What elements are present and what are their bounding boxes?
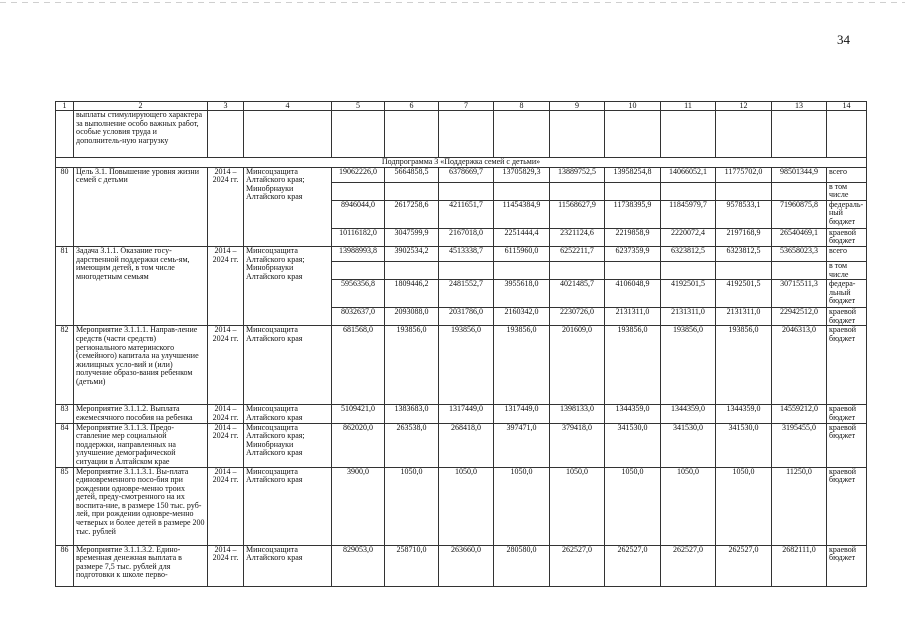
value-cell — [772, 182, 827, 200]
column-number-4: 4 — [244, 102, 332, 111]
subprogram-row — [56, 158, 867, 168]
value-cell: 268418,0 — [439, 423, 494, 467]
row-executor: Минсоцзащита Алтайского края — [244, 326, 332, 405]
row-number: 80 — [56, 167, 74, 246]
row-name: Цель 3.1. Повышение уровня жизни семей с детьми — [74, 167, 208, 246]
value-cell: 1383683,0 — [385, 405, 439, 423]
value-cell: 11775702,0 — [716, 167, 772, 182]
value-cell: 193856,0 — [661, 326, 716, 405]
table-row — [56, 246, 867, 261]
program-table — [55, 101, 867, 587]
value-cell: 1317449,0 — [494, 405, 550, 423]
value-cell — [550, 261, 605, 279]
funding-source: всего — [827, 167, 867, 182]
row-executor: Минсоцзащита Алтайского края; Минобрнауки Алтайского края — [244, 167, 332, 246]
value-cell: 341530,0 — [661, 423, 716, 467]
value-cell: 1344359,0 — [716, 405, 772, 423]
value-cell: 193856,0 — [605, 326, 661, 405]
value-cell: 2321124,6 — [550, 228, 605, 246]
row-period: 2014 – 2024 гг. — [208, 467, 244, 545]
table-cell — [494, 111, 550, 158]
value-cell — [661, 261, 716, 279]
value-cell: 862020,0 — [332, 423, 385, 467]
row-period: 2014 – 2024 гг. — [208, 545, 244, 586]
row-executor: Минсоцзащита Алтайского края; Минобрнауки Алтайского края — [244, 423, 332, 467]
value-cell — [772, 261, 827, 279]
row-number: 85 — [56, 467, 74, 545]
value-cell: 1050,0 — [661, 467, 716, 545]
row-number: 83 — [56, 405, 74, 423]
value-cell: 1809446,2 — [385, 280, 439, 308]
table-row — [56, 326, 867, 405]
value-cell: 263660,0 — [439, 545, 494, 586]
value-cell: 13705829,3 — [494, 167, 550, 182]
value-cell: 5109421,0 — [332, 405, 385, 423]
funding-source: в том числе — [827, 261, 867, 279]
row-period: 2014 – 2024 гг. — [208, 326, 244, 405]
funding-source: краевой бюджет — [827, 326, 867, 405]
column-number-14: 14 — [827, 102, 867, 111]
value-cell: 193856,0 — [439, 326, 494, 405]
value-cell: 1050,0 — [439, 467, 494, 545]
table-cell — [332, 111, 385, 158]
value-cell: 2481552,7 — [439, 280, 494, 308]
table-cell — [716, 111, 772, 158]
value-cell: 1344359,0 — [605, 405, 661, 423]
value-cell: 11845979,7 — [661, 200, 716, 228]
value-cell: 3047599,9 — [385, 228, 439, 246]
value-cell: 8946044,0 — [332, 200, 385, 228]
value-cell: 5956356,8 — [332, 280, 385, 308]
row-number: 86 — [56, 545, 74, 586]
value-cell: 2131311,0 — [605, 308, 661, 326]
column-number-9: 9 — [550, 102, 605, 111]
value-cell: 258710,0 — [385, 545, 439, 586]
value-cell: 262527,0 — [550, 545, 605, 586]
row-number: 82 — [56, 326, 74, 405]
value-cell: 2160342,0 — [494, 308, 550, 326]
value-cell: 13889752,5 — [550, 167, 605, 182]
value-cell: 262527,0 — [661, 545, 716, 586]
value-cell — [550, 182, 605, 200]
value-cell: 341530,0 — [605, 423, 661, 467]
value-cell: 22942512,0 — [772, 308, 827, 326]
table-cell — [439, 111, 494, 158]
page-number: 34 — [837, 32, 850, 47]
table-cell — [661, 111, 716, 158]
scan-top-edge — [0, 2, 905, 3]
table-cell — [550, 111, 605, 158]
row-executor: Минсоцзащита Алтайского края — [244, 467, 332, 545]
value-cell — [385, 261, 439, 279]
column-number-6: 6 — [385, 102, 439, 111]
row-name: Мероприятие 3.1.1.1. Направ-ление средств (части средств) регионального материнского (семейного) капитала на улучшение жилищных усло-вий и (или) получение образо-вания ребенком (детьми) — [74, 326, 208, 405]
carryover-row — [56, 111, 867, 158]
value-cell: 2031786,0 — [439, 308, 494, 326]
carryover-text: выплаты стимулирующего характера за выполнение особо важных работ, особые условия труда и дополнитель-ную нагрузку — [74, 111, 208, 158]
value-cell: 2046313,0 — [772, 326, 827, 405]
value-cell: 11250,0 — [772, 467, 827, 545]
value-cell: 262527,0 — [605, 545, 661, 586]
value-cell: 1398133,0 — [550, 405, 605, 423]
value-cell: 193856,0 — [385, 326, 439, 405]
value-cell: 280580,0 — [494, 545, 550, 586]
value-cell: 5664858,5 — [385, 167, 439, 182]
value-cell: 1050,0 — [716, 467, 772, 545]
value-cell — [385, 182, 439, 200]
value-cell — [716, 261, 772, 279]
row-period: 2014 – 2024 гг. — [208, 423, 244, 467]
value-cell: 3900,0 — [332, 467, 385, 545]
value-cell — [494, 182, 550, 200]
value-cell: 829053,0 — [332, 545, 385, 586]
value-cell: 3195455,0 — [772, 423, 827, 467]
column-number-10: 10 — [605, 102, 661, 111]
column-number-7: 7 — [439, 102, 494, 111]
value-cell: 2197168,9 — [716, 228, 772, 246]
funding-source: краевой бюджет — [827, 228, 867, 246]
value-cell: 98501344,9 — [772, 167, 827, 182]
funding-source: краевой бюджет — [827, 308, 867, 326]
table-row — [56, 467, 867, 545]
funding-source: всего — [827, 246, 867, 261]
value-cell: 11738395,9 — [605, 200, 661, 228]
table-cell — [208, 111, 244, 158]
value-cell — [661, 182, 716, 200]
value-cell: 2093088,0 — [385, 308, 439, 326]
funding-source: краевой бюджет — [827, 467, 867, 545]
value-cell: 1050,0 — [494, 467, 550, 545]
row-name: Задача 3.1.1. Оказание госу-дарственной поддержки семь-ям, имеющим детей, в том числе многодетным семьям — [74, 246, 208, 325]
value-cell: 193856,0 — [716, 326, 772, 405]
value-cell: 3902534,2 — [385, 246, 439, 261]
table-cell — [772, 111, 827, 158]
value-cell: 11568627,9 — [550, 200, 605, 228]
value-cell — [332, 182, 385, 200]
table-row — [56, 167, 867, 182]
value-cell: 13958254,8 — [605, 167, 661, 182]
value-cell: 262527,0 — [716, 545, 772, 586]
value-cell: 2219858,9 — [605, 228, 661, 246]
value-cell: 11454384,9 — [494, 200, 550, 228]
row-name: Мероприятие 3.1.1.3.1. Вы-плата единовременного посо-бия при рождении одновре-менно троих детей, преду-смотренного на их воспита-ние, в размере 150 тыс. руб-лей, при рождении одновре-менно четверых и более детей в размере 200 тыс. рублей — [74, 467, 208, 545]
value-cell: 2617258,6 — [385, 200, 439, 228]
value-cell: 6252211,7 — [550, 246, 605, 261]
row-executor: Минсоцзащита Алтайского края — [244, 405, 332, 423]
funding-source: федера-льный бюджет — [827, 280, 867, 308]
funding-source: краевой бюджет — [827, 405, 867, 423]
table-cell — [56, 111, 74, 158]
table-cell — [605, 111, 661, 158]
value-cell: 6378669,7 — [439, 167, 494, 182]
row-period: 2014 – 2024 гг. — [208, 405, 244, 423]
value-cell: 6323812,5 — [661, 246, 716, 261]
value-cell: 13988993,8 — [332, 246, 385, 261]
column-number-8: 8 — [494, 102, 550, 111]
value-cell: 1317449,0 — [439, 405, 494, 423]
value-cell: 6323812,5 — [716, 246, 772, 261]
value-cell: 341530,0 — [716, 423, 772, 467]
value-cell: 1344359,0 — [661, 405, 716, 423]
value-cell: 6115960,0 — [494, 246, 550, 261]
value-cell: 2230726,0 — [550, 308, 605, 326]
value-cell: 397471,0 — [494, 423, 550, 467]
value-cell: 4106048,9 — [605, 280, 661, 308]
row-executor: Минсоцзащита Алтайского края — [244, 545, 332, 586]
value-cell — [605, 261, 661, 279]
column-number-5: 5 — [332, 102, 385, 111]
value-cell: 4192501,5 — [716, 280, 772, 308]
value-cell: 2131311,0 — [716, 308, 772, 326]
value-cell: 6237359,9 — [605, 246, 661, 261]
value-cell: 1050,0 — [550, 467, 605, 545]
value-cell: 19062226,0 — [332, 167, 385, 182]
value-cell — [439, 182, 494, 200]
value-cell: 2251444,4 — [494, 228, 550, 246]
funding-source: краевой бюджет — [827, 423, 867, 467]
value-cell: 1050,0 — [385, 467, 439, 545]
value-cell — [716, 182, 772, 200]
value-cell: 26540469,1 — [772, 228, 827, 246]
column-number-3: 3 — [208, 102, 244, 111]
value-cell — [439, 261, 494, 279]
table-cell — [827, 111, 867, 158]
value-cell: 10116182,0 — [332, 228, 385, 246]
column-number-12: 12 — [716, 102, 772, 111]
value-cell: 4192501,5 — [661, 280, 716, 308]
value-cell: 14066052,1 — [661, 167, 716, 182]
value-cell: 263538,0 — [385, 423, 439, 467]
value-cell: 2682111,0 — [772, 545, 827, 586]
row-name: Мероприятие 3.1.1.3. Предо-ставление мер социальной поддержки, направленных на улучшение демографической ситуации в Алтайском крае — [74, 423, 208, 467]
column-number-13: 13 — [772, 102, 827, 111]
row-number: 81 — [56, 246, 74, 325]
value-cell — [605, 182, 661, 200]
row-executor: Минсоцзащита Алтайского края; Минобрнауки Алтайского края — [244, 246, 332, 325]
value-cell: 3955618,0 — [494, 280, 550, 308]
value-cell — [494, 261, 550, 279]
value-cell: 681568,0 — [332, 326, 385, 405]
value-cell: 8032637,0 — [332, 308, 385, 326]
row-period: 2014 – 2024 гг. — [208, 246, 244, 325]
value-cell: 14559212,0 — [772, 405, 827, 423]
subprogram-title: Подпрограмма 3 «Поддержка семей с детьми» — [56, 158, 867, 168]
value-cell: 2131311,0 — [661, 308, 716, 326]
column-number-11: 11 — [661, 102, 716, 111]
value-cell: 4513338,7 — [439, 246, 494, 261]
row-number: 84 — [56, 423, 74, 467]
funding-source: в том числе — [827, 182, 867, 200]
header-row — [56, 102, 867, 111]
value-cell: 30715511,3 — [772, 280, 827, 308]
table-row — [56, 405, 867, 423]
row-name: Мероприятие 3.1.1.2. Выплата ежемесячного пособия на ребенка — [74, 405, 208, 423]
funding-source: краевой бюджет — [827, 545, 867, 586]
table-cell — [244, 111, 332, 158]
value-cell: 193856,0 — [494, 326, 550, 405]
column-number-1: 1 — [56, 102, 74, 111]
value-cell: 1050,0 — [605, 467, 661, 545]
value-cell: 2220072,4 — [661, 228, 716, 246]
value-cell: 4021485,7 — [550, 280, 605, 308]
value-cell: 53658023,3 — [772, 246, 827, 261]
value-cell: 4211651,7 — [439, 200, 494, 228]
row-period: 2014 – 2024 гг. — [208, 167, 244, 246]
row-name: Мероприятие 3.1.1.3.2. Едино-временная денежная выплата в размере 7,5 тыс. рублей для подготовки к школе перво- — [74, 545, 208, 586]
value-cell — [332, 261, 385, 279]
value-cell: 379418,0 — [550, 423, 605, 467]
value-cell: 71960875,8 — [772, 200, 827, 228]
value-cell: 201609,0 — [550, 326, 605, 405]
table-row — [56, 423, 867, 467]
table-row — [56, 545, 867, 586]
value-cell: 2167018,0 — [439, 228, 494, 246]
column-number-2: 2 — [74, 102, 208, 111]
value-cell: 9578533,1 — [716, 200, 772, 228]
funding-source: федераль-ный бюджет — [827, 200, 867, 228]
table-cell — [385, 111, 439, 158]
